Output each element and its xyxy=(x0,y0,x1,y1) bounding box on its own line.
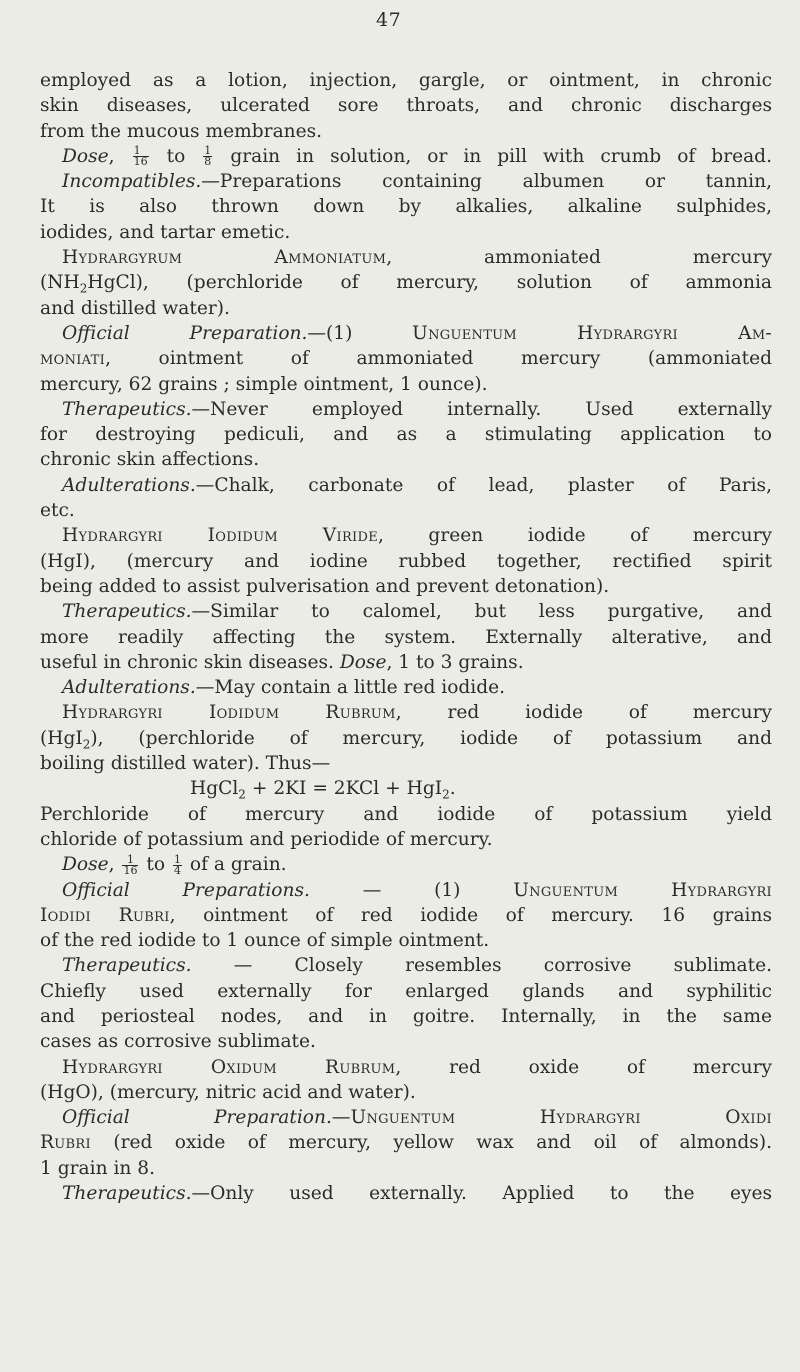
text-run: from the mucous membranes. xyxy=(40,120,323,142)
text-run: , ointment of ammoniated mercury (ammoniated xyxy=(105,348,772,370)
drug-name: Rubri xyxy=(40,1132,91,1154)
text-line xyxy=(40,1156,772,1181)
text-line xyxy=(40,625,772,650)
drug-name: Hydrargyrum Ammoniatum xyxy=(62,247,387,269)
text-run: of the red iodide to 1 ounce of simple ointment. xyxy=(40,930,490,952)
italic-heading: Incompatibles. xyxy=(62,171,202,193)
text-line xyxy=(40,751,772,776)
text-run: 1 grain in 8. xyxy=(40,1157,156,1179)
text-line xyxy=(40,1105,772,1130)
text-run: It is also thrown down by alkalies, alkaline sulphides, xyxy=(40,196,772,218)
text-run: Chiefly used externally for enlarged glands and syphilitic xyxy=(40,980,772,1002)
text-line xyxy=(40,372,772,397)
text-line xyxy=(40,928,772,953)
text-run: , red oxide of mercury xyxy=(395,1056,772,1078)
text-line xyxy=(40,220,772,245)
text-run: chloride of potassium and periodide of mercury. xyxy=(40,828,493,850)
text-run: , ammoniated mercury xyxy=(386,247,773,269)
text-run: etc. xyxy=(40,500,75,522)
text-run: —Similar to calomel, but less purgative, and xyxy=(191,601,772,623)
italic-heading: Official Preparation. xyxy=(62,1107,332,1129)
text-run: (HgI), (mercury and iodine rubbed together, rectified spirit xyxy=(40,550,772,572)
text-run: (red oxide of mercury, yellow wax and oil of almonds). xyxy=(90,1132,772,1154)
text-line xyxy=(40,144,772,169)
fraction-numerator: 1 xyxy=(204,144,212,158)
text-run: —Preparations containing albumen or tannin, xyxy=(201,171,772,193)
text-run: useful in chronic skin diseases. xyxy=(40,651,340,673)
fraction-denominator: 4 xyxy=(173,863,181,877)
text-line xyxy=(40,852,772,877)
text-run: skin diseases, ulcerated sore throats, and chronic discharges xyxy=(40,95,772,117)
text-line xyxy=(40,549,772,574)
text-line xyxy=(40,574,772,599)
italic-heading: Adulterations. xyxy=(62,474,196,496)
subscript: 2 xyxy=(442,788,450,803)
text-run: (NH xyxy=(40,272,80,294)
drug-name: Hydrargyri Iodidum Rubrum xyxy=(62,702,396,724)
text-run: (HgO), (mercury, nitric acid and water). xyxy=(40,1081,416,1103)
text-line xyxy=(40,296,772,321)
text-line xyxy=(40,599,772,624)
text-run: ), (perchloride of mercury, iodide of potassium and xyxy=(90,727,772,749)
text-run: , 1 to 3 grains. xyxy=(386,651,524,673)
text-line xyxy=(40,194,772,219)
text-run: chronic skin affections. xyxy=(40,449,260,471)
text-line xyxy=(40,270,772,295)
fraction-numerator: 1 xyxy=(133,146,149,157)
text-line xyxy=(40,93,772,118)
text-line xyxy=(40,1004,772,1029)
fraction-numerator: 1 xyxy=(122,855,138,866)
text-run: , xyxy=(108,854,121,876)
text-run: being added to assist pulverisation and prevent detonation). xyxy=(40,575,610,597)
italic-heading: Official Preparation. xyxy=(62,322,308,344)
text-line xyxy=(40,1181,772,1206)
text-line xyxy=(40,397,772,422)
text-line xyxy=(40,245,772,270)
italic-heading: Therapeutics. xyxy=(62,955,192,977)
text-line xyxy=(40,346,772,371)
text-run: —(1) xyxy=(307,322,413,344)
text-run: HgCl xyxy=(190,778,239,800)
text-run: (HgI xyxy=(40,727,83,749)
text-run: grain in solution, or in pill with crumb of bread. xyxy=(214,145,772,167)
italic-heading: Dose xyxy=(339,651,387,673)
italic-heading: Dose xyxy=(62,145,109,167)
text-run: Perchloride of mercury and iodide of potassium yield xyxy=(40,803,772,825)
fraction-numerator: 1 xyxy=(173,852,181,866)
fraction-denominator: 16 xyxy=(123,863,138,877)
drug-name: Hydrargyri Oxidum Rubrum xyxy=(62,1056,396,1078)
subscript: 2 xyxy=(79,282,88,297)
drug-name: moniati xyxy=(40,348,106,370)
text-line xyxy=(40,422,772,447)
text-run: employed as a lotion, injection, gargle, or ointment, in chronic xyxy=(40,70,772,91)
text-line xyxy=(40,498,772,523)
text-run: cases as corrosive sublimate. xyxy=(40,1031,316,1053)
fraction xyxy=(133,146,149,167)
text-line xyxy=(40,802,772,827)
chemical-equation xyxy=(40,776,772,801)
text-line xyxy=(40,1080,772,1105)
text-line xyxy=(40,700,772,725)
text-line xyxy=(40,321,772,346)
text-run: and distilled water). xyxy=(40,297,230,319)
text-run: — Closely resembles corrosive sublimate. xyxy=(191,955,772,977)
text-run: —Only used externally. Applied to the eyes xyxy=(191,1183,772,1205)
text-run: to xyxy=(150,145,202,167)
fraction-denominator: 16 xyxy=(133,155,148,169)
text-run: . xyxy=(449,778,456,800)
text-run: —Chalk, carbonate of lead, plaster of Paris, xyxy=(195,474,772,496)
fraction-denominator: 8 xyxy=(204,155,212,169)
drug-name: Unguentum Hydrargyri Oxidi xyxy=(350,1107,772,1129)
text-line xyxy=(40,447,772,472)
text-run: —Never employed internally. Used externally xyxy=(191,398,772,420)
italic-heading: Therapeutics. xyxy=(62,398,192,420)
subscript: 2 xyxy=(238,788,246,803)
text-run: and periosteal nodes, and in goitre. Internally, in the same xyxy=(40,1005,772,1027)
text-line xyxy=(40,1055,772,1080)
text-line xyxy=(40,903,772,928)
drug-name: Unguentum Hydrargyri xyxy=(513,879,772,901)
text-run: iodides, and tartar emetic. xyxy=(40,221,291,243)
italic-heading: Therapeutics. xyxy=(62,601,192,623)
drug-name: Iodidi Rubri xyxy=(40,904,170,926)
text-run: , red iodide of mercury xyxy=(395,702,772,724)
text-line xyxy=(40,169,772,194)
text-line xyxy=(40,878,772,903)
fraction xyxy=(203,146,212,167)
text-line xyxy=(40,979,772,1004)
text-line xyxy=(40,827,772,852)
text-run: mercury, 62 grains ; simple ointment, 1 ounce). xyxy=(40,373,488,395)
fraction xyxy=(122,852,138,877)
text-run: for destroying pediculi, and as a stimulating application to xyxy=(40,424,772,446)
text-line xyxy=(40,473,772,498)
text-run: — xyxy=(331,1107,351,1129)
text-run: HgCl), (perchloride of mercury, solution of ammonia xyxy=(87,272,772,294)
text-line xyxy=(40,119,772,144)
page-number: 47 xyxy=(376,9,402,31)
text-run: — (1) xyxy=(309,879,514,901)
text-run: boiling distilled water). Thus— xyxy=(40,753,331,775)
subscript: 2 xyxy=(82,737,91,752)
drug-name: Unguentum Hydrargyri Am- xyxy=(412,322,773,344)
text-run: to xyxy=(140,854,171,876)
text-run: , xyxy=(108,145,131,167)
drug-name: Hydrargyri Iodidum Viride xyxy=(62,525,379,547)
text-line xyxy=(40,650,772,675)
italic-heading: Therapeutics. xyxy=(62,1183,192,1205)
text-run: more readily affecting the system. Externally alterative, and xyxy=(40,626,772,648)
text-line xyxy=(40,675,772,700)
italic-heading: Official Preparations. xyxy=(62,879,310,901)
text-line xyxy=(40,1130,772,1155)
text-line xyxy=(40,523,772,548)
text-run: of a grain. xyxy=(183,854,287,876)
text-line xyxy=(40,953,772,978)
text-line xyxy=(40,68,772,93)
italic-heading: Adulterations. xyxy=(62,677,196,699)
text-run: , ointment of red iodide of mercury. 16 grains xyxy=(169,904,772,926)
text-line xyxy=(40,1029,772,1054)
text-line xyxy=(40,726,772,751)
italic-heading: Dose xyxy=(62,854,109,876)
fraction xyxy=(173,852,182,877)
text-run: + 2KI = 2KCl + HgI xyxy=(245,778,443,800)
text-run: —May contain a little red iodide. xyxy=(195,677,506,699)
page-body xyxy=(40,68,772,1206)
text-run: , green iodide of mercury xyxy=(378,525,772,547)
